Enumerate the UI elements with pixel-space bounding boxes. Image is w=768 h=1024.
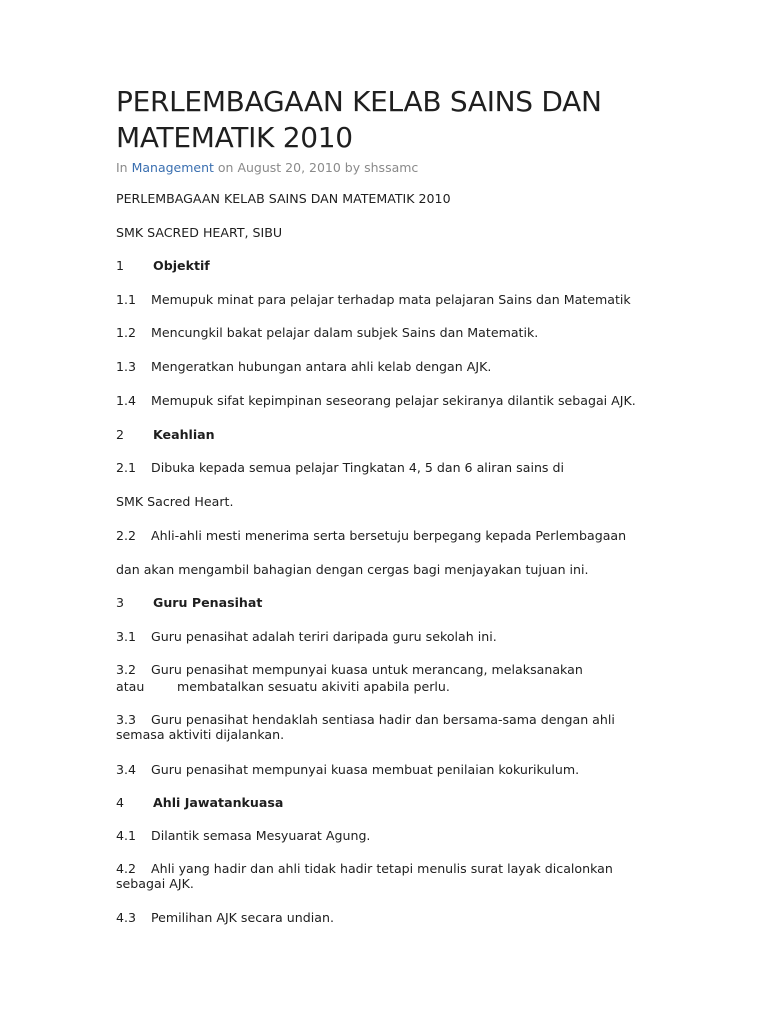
post-meta — [116, 160, 676, 176]
section-number: 3 — [116, 595, 125, 610]
list-item — [116, 662, 583, 677]
item-text: SMK Sacred Heart. — [116, 494, 234, 509]
section-title: Keahlian — [153, 427, 215, 442]
item-text: Guru penasihat hendaklah sentiasa hadir dan bersama-sama dengan ahli semasa aktiviti dijalankan. — [116, 712, 615, 742]
item-text: Mengeratkan hubungan antara ahli kelab dengan AJK. — [151, 359, 492, 374]
section-heading — [116, 427, 215, 442]
school-name-text: SMK SACRED HEART, SIBU — [116, 225, 283, 240]
item-text: Guru penasihat mempunyai kuasa membuat penilaian kokurikulum. — [151, 762, 580, 777]
list-item — [116, 629, 497, 644]
item-number: 3.3 — [116, 712, 137, 727]
section-number: 2 — [116, 427, 125, 442]
item-text: Dibuka kepada semua pelajar Tingkatan 4, 5 dan 6 aliran sains di — [151, 460, 564, 475]
doc-title — [116, 191, 451, 206]
item-number: 4.1 — [116, 828, 137, 843]
meta-prefix: In — [116, 160, 132, 175]
list-item-continuation — [116, 494, 233, 509]
item-text: Guru penasihat mempunyai kuasa untuk merancang, melaksanakan — [151, 662, 583, 677]
item-text: membatalkan sesuatu akiviti apabila perlu. — [177, 679, 450, 694]
meta-date: on August 20, 2010 by — [213, 160, 365, 175]
list-item — [116, 910, 334, 925]
list-item — [116, 292, 631, 307]
section-heading — [116, 795, 283, 810]
section-heading — [116, 258, 210, 273]
item-text: Guru penasihat adalah teriri daripada guru sekolah ini. — [151, 629, 497, 644]
item-number: 3.2 — [116, 662, 137, 677]
item-text: Dilantik semasa Mesyuarat Agung. — [151, 828, 371, 843]
post-article — [116, 84, 676, 176]
item-text: atau — [116, 679, 145, 694]
list-item — [116, 359, 491, 374]
list-item — [116, 460, 564, 475]
list-item-continuation — [116, 562, 589, 577]
section-number: 4 — [116, 795, 125, 810]
item-number: 3.4 — [116, 762, 137, 777]
item-text: Pemilihan AJK secara undian. — [151, 910, 334, 925]
post-title: PERLEMBAGAAN KELAB SAINS DAN MATEMATIK 2010 — [116, 85, 602, 154]
list-item — [116, 393, 636, 408]
item-number: 4.3 — [116, 910, 137, 925]
item-number: 4.2 — [116, 861, 137, 876]
item-text: dan akan mengambil bahagian dengan cergas bagi menjayakan tujuan ini. — [116, 562, 589, 577]
item-number: 1.3 — [116, 359, 137, 374]
item-number: 2.1 — [116, 460, 137, 475]
list-item — [116, 828, 370, 843]
section-number: 1 — [116, 258, 125, 273]
list-item-continuation — [116, 679, 450, 694]
item-text: Mencungkil bakat pelajar dalam subjek Sains dan Matematik. — [151, 325, 539, 340]
school-name — [116, 225, 282, 240]
item-number: 1.4 — [116, 393, 137, 408]
list-item — [116, 712, 641, 742]
list-item — [116, 325, 538, 340]
item-number: 1.1 — [116, 292, 137, 307]
list-item — [116, 861, 641, 891]
list-item — [116, 528, 626, 543]
item-text: Memupuk minat para pelajar terhadap mata pelajaran Sains dan Matematik — [151, 292, 631, 307]
item-text: Ahli-ahli mesti menerima serta bersetuju berpegang kepada Perlembagaan — [151, 528, 627, 543]
category-link[interactable]: Management — [131, 160, 214, 175]
item-number: 1.2 — [116, 325, 137, 340]
doc-title-text: PERLEMBAGAAN KELAB SAINS DAN MATEMATIK 2010 — [116, 191, 451, 206]
item-text: Ahli yang hadir dan ahli tidak hadir tetapi menulis surat layak dicalonkan sebagai AJK. — [116, 861, 613, 891]
list-item — [116, 762, 579, 777]
section-heading — [116, 595, 262, 610]
section-title: Objektif — [153, 258, 210, 273]
item-number: 3.1 — [116, 629, 137, 644]
section-title: Guru Penasihat — [153, 595, 263, 610]
item-text: Memupuk sifat kepimpinan seseorang pelajar sekiranya dilantik sebagai AJK. — [151, 393, 636, 408]
meta-author: shssamc — [364, 160, 419, 175]
item-number: 2.2 — [116, 528, 137, 543]
section-title: Ahli Jawatankuasa — [153, 795, 284, 810]
